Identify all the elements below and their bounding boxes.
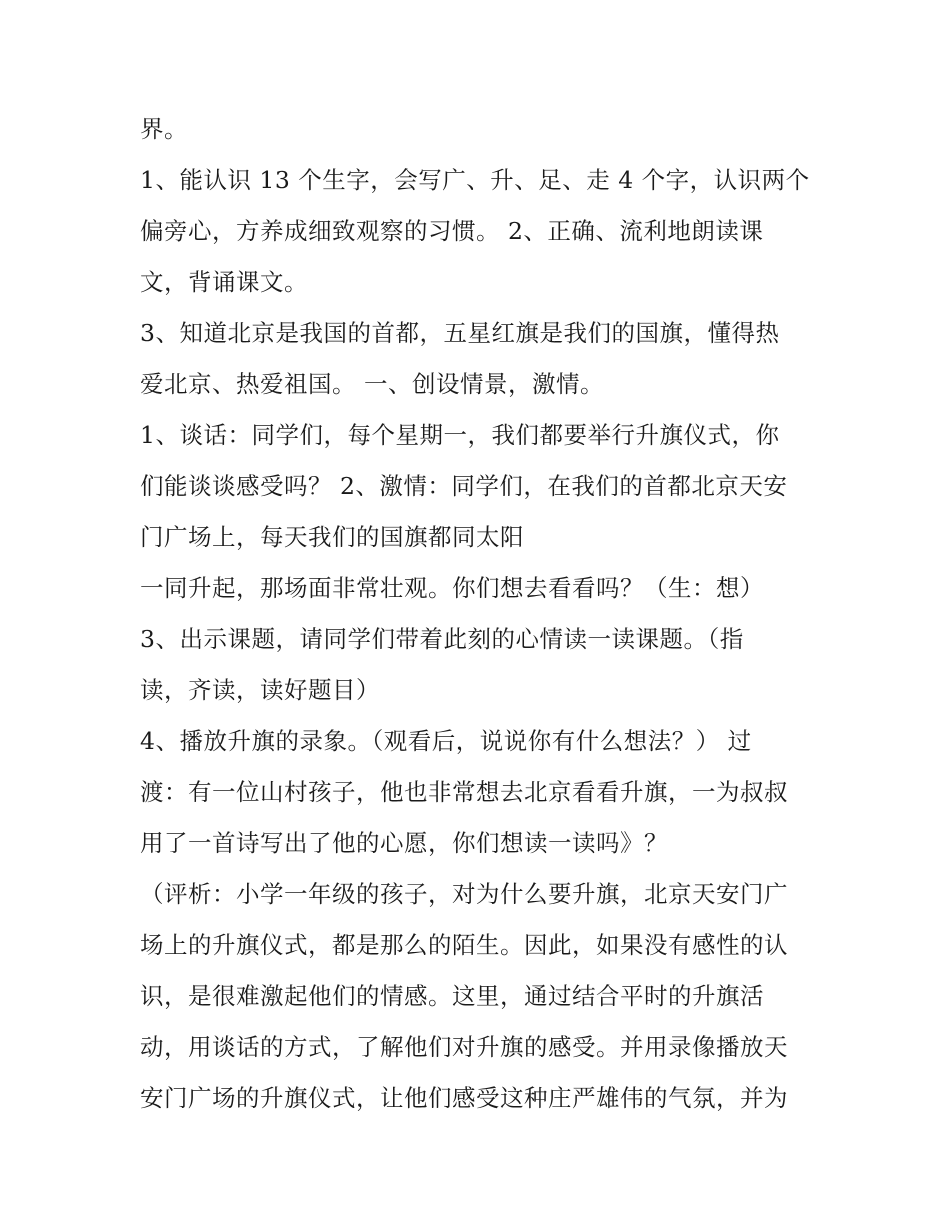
text-line: 安门广场的升旗仪式，让他们感受这种庄严雄伟的气氛，并为 [140,1084,788,1112]
text-line: 动，用谈话的方式，了解他们对升旗的感受。并用录像播放天 [140,1033,788,1061]
text-line: 偏旁心，方养成细致观察的习惯。 2、正确、流利地朗读课 [140,217,764,245]
text-line: 识，是很难激起他们的情感。这里，通过结合平时的升旗活 [140,982,764,1010]
text-line: 读，齐读，读好题目） [140,676,380,704]
text-line: 1、谈话：同学们，每个星期一，我们都要举行升旗仪式，你 [140,421,780,449]
text-line: 一同升起，那场面非常壮观。你们想去看看吗？（生：想） [140,574,764,602]
text-line: 1、能认识 13 个生字，会写广、升、足、走 4 个字，认识两个 [140,166,810,194]
text-line: 界。 [140,115,188,143]
text-line: 场上的升旗仪式，都是那么的陌生。因此，如果没有感性的认 [140,931,788,959]
text-line: 门广场上，每天我们的国旗都同太阳 [140,523,524,551]
text-line: （评析：小学一年级的孩子，对为什么要升旗，北京天安门广 [140,880,788,908]
text-line: 文，背诵课文。 [140,268,308,296]
text-line: 3、知道北京是我国的首都，五星红旗是我们的国旗，懂得热 [140,319,780,347]
text-line: 们能谈谈感受吗？ 2、激情：同学们，在我们的首都北京天安 [140,472,788,500]
text-line: 用了一首诗写出了他的心愿，你们想读一读吗》？ [140,829,668,857]
body-text [140,104,820,1124]
text-line: 爱北京、热爱祖国。 一、创设情景，激情。 [140,370,604,398]
text-line: 3、出示课题，请同学们带着此刻的心情读一读课题。（指 [140,625,744,653]
text-line: 渡：有一位山村孩子，他也非常想去北京看看升旗，一为叔叔 [140,778,788,806]
text-line: 4、播放升旗的录象。（观看后，说说你有什么想法？） 过 [140,727,752,755]
